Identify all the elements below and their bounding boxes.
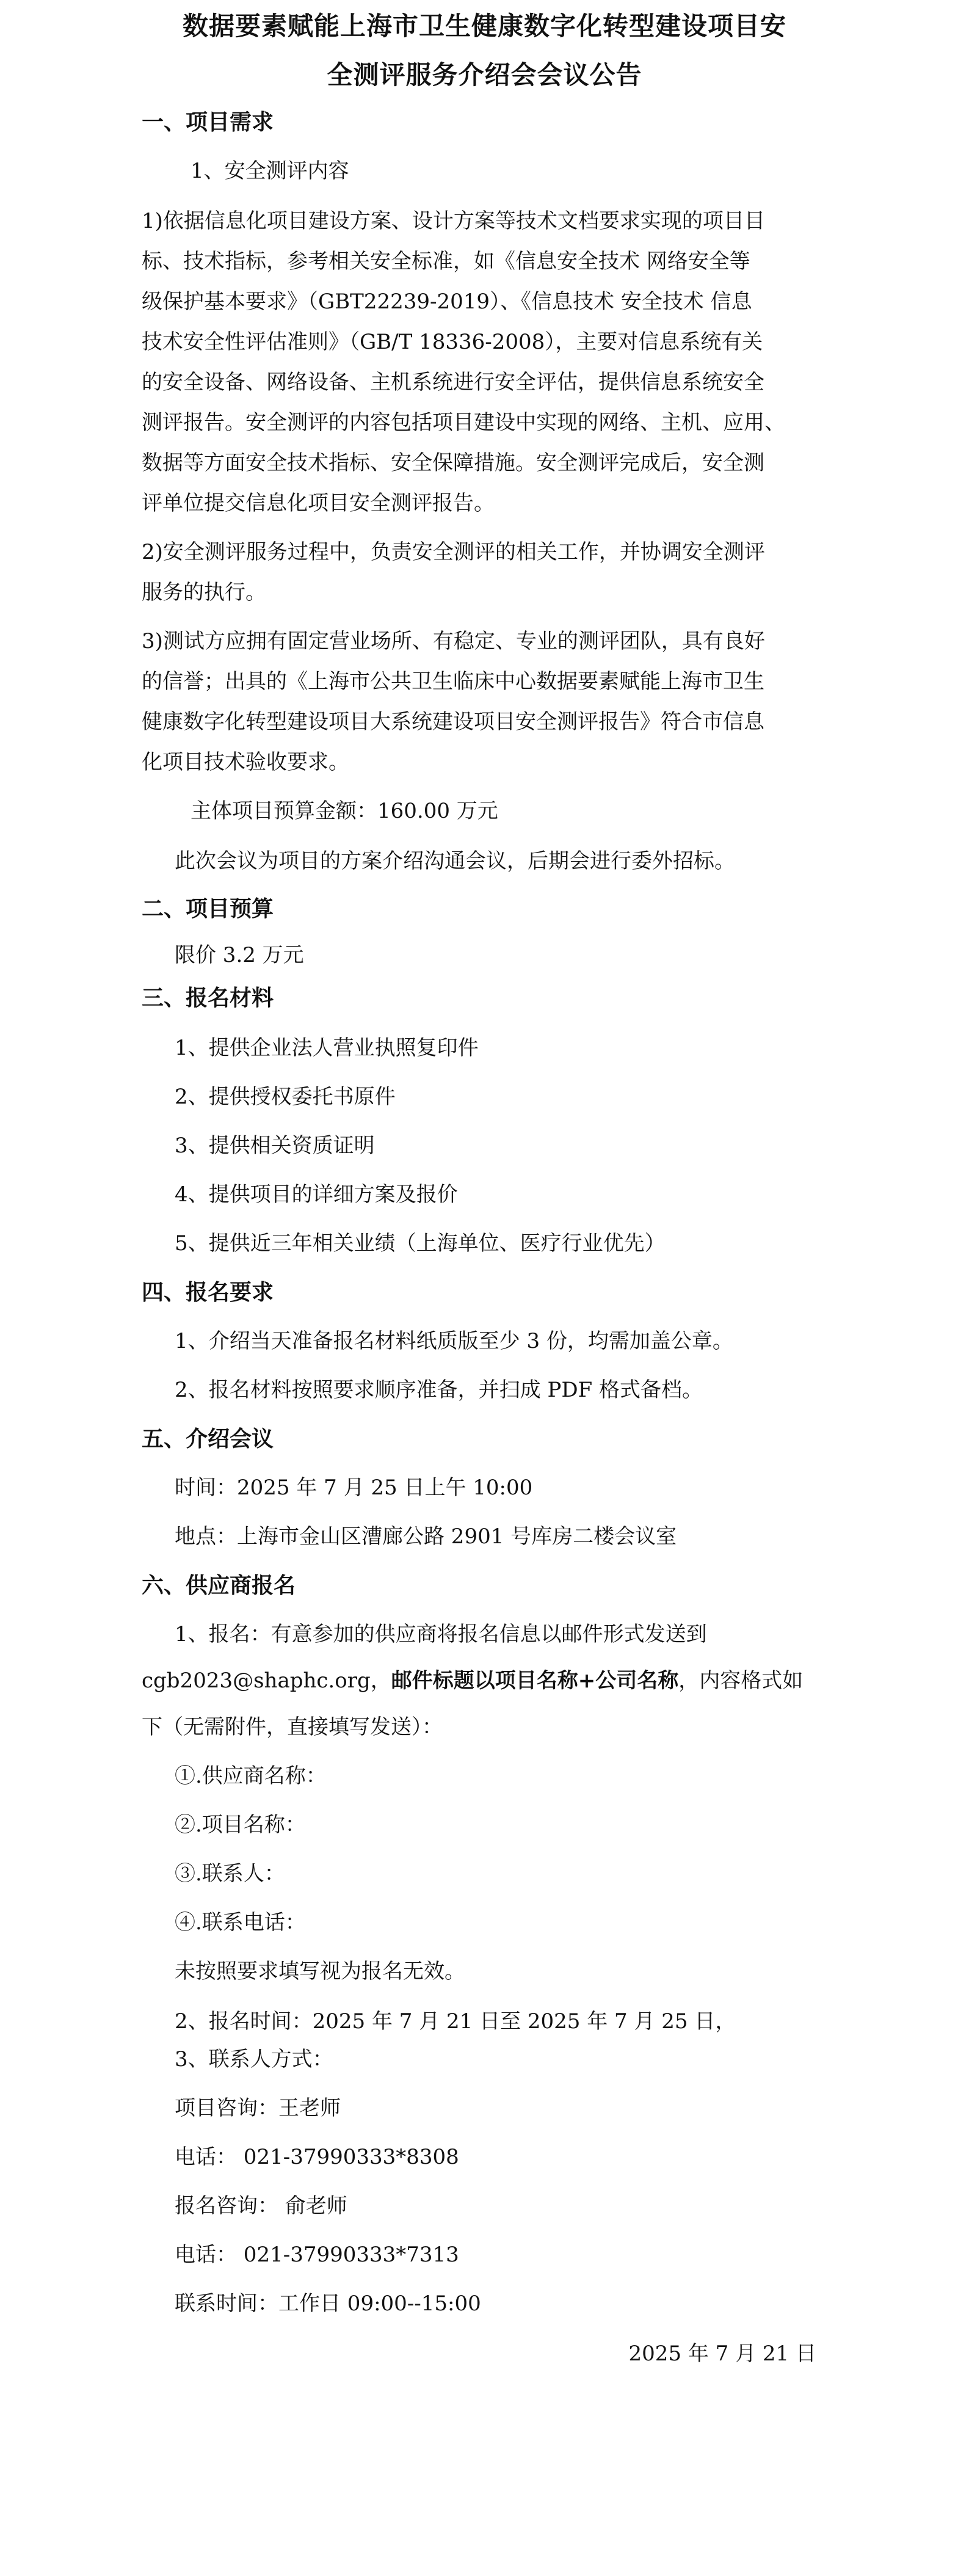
invalid-note: 未按照要求填写视为报名无效。 bbox=[175, 1959, 465, 1984]
section-1-heading: 一、项目需求 bbox=[142, 109, 274, 135]
field-supplier-name: ①.供应商名称： bbox=[175, 1764, 327, 1788]
section-2-heading: 二、项目预算 bbox=[142, 896, 274, 922]
registration-period: 2、报名时间：2025 年 7 月 21 日至 2025 年 7 月 25 日， bbox=[175, 2009, 736, 2034]
price-limit: 限价 3.2 万元 bbox=[175, 943, 304, 967]
paragraph-3-line: 健康数字化转型建设项目大系统建设项目安全测评报告》符合市信息 bbox=[142, 710, 764, 734]
registration-consultation-phone: 电话： 021-37990333*7313 bbox=[175, 2243, 459, 2267]
field-contact-phone: ④.联系电话： bbox=[175, 1910, 306, 1935]
section-3-heading: 三、报名材料 bbox=[142, 985, 274, 1011]
contact-method-title: 3、联系人方式： bbox=[175, 2047, 333, 2072]
budget-amount: 主体项目预算金额：160.00 万元 bbox=[191, 799, 498, 823]
paragraph-1-line: 标、技术指标，参考相关安全标准，如《信息安全技术 网络安全等 bbox=[142, 249, 750, 274]
paragraph-2-line: 服务的执行。 bbox=[142, 580, 266, 605]
registration-email-line bbox=[142, 1664, 803, 1694]
registration-consultation: 报名咨询： 俞老师 bbox=[175, 2194, 347, 2218]
registration-tail: ，内容格式如 bbox=[678, 1668, 804, 1693]
registration-subject-rule: 邮件标题以项目名称+公司名称 bbox=[391, 1668, 679, 1693]
paragraph-1-line: 数据等方面安全技术指标、安全保障措施。安全测评完成后，安全测 bbox=[142, 451, 764, 475]
paragraph-2-line: 2)安全测评服务过程中，负责安全测评的相关工作，并协调安全测评 bbox=[142, 540, 765, 564]
project-consultation: 项目咨询：王老师 bbox=[175, 2096, 341, 2120]
registration-email[interactable]: cgb2023@shaphc.org， bbox=[142, 1668, 391, 1693]
section-5-heading: 五、介绍会议 bbox=[142, 1426, 274, 1452]
meeting-time: 时间：2025 年 7 月 25 日上午 10:00 bbox=[175, 1475, 533, 1500]
paragraph-1-line: 评单位提交信息化项目安全测评报告。 bbox=[142, 491, 495, 515]
contact-hours: 联系时间：工作日 09:00--15:00 bbox=[175, 2291, 481, 2316]
section-6-heading: 六、供应商报名 bbox=[142, 1573, 296, 1598]
requirement-item: 1、介绍当天准备报名材料纸质版至少 3 份，均需加盖公章。 bbox=[175, 1329, 733, 1353]
field-project-name: ②.项目名称： bbox=[175, 1813, 306, 1837]
registration-line: 1、报名：有意参加的供应商将报名信息以邮件形式发送到 bbox=[175, 1622, 707, 1646]
field-contact-person: ③.联系人： bbox=[175, 1861, 285, 1886]
material-item: 5、提供近三年相关业绩（上海单位、医疗行业优先） bbox=[175, 1231, 666, 1256]
title-line-2: 全测评服务介绍会会议公告 bbox=[327, 60, 642, 90]
paragraph-1-line: 1)依据信息化项目建设方案、设计方案等技术文档要求实现的项目目 bbox=[142, 209, 765, 233]
section-4-heading: 四、报名要求 bbox=[142, 1279, 274, 1305]
registration-format-line: 下（无需附件，直接填写发送）： bbox=[142, 1715, 443, 1739]
paragraph-1-line: 级保护基本要求》（GBT22239-2019）、《信息技术 安全技术 信息 bbox=[142, 289, 752, 314]
meeting-place: 地点：上海市金山区漕廊公路 2901 号库房二楼会议室 bbox=[175, 1524, 677, 1549]
project-consultation-phone: 电话： 021-37990333*8308 bbox=[175, 2145, 459, 2169]
paragraph-3-line: 化项目技术验收要求。 bbox=[142, 750, 349, 774]
section-1-subheading: 1、安全测评内容 bbox=[191, 159, 349, 183]
paragraph-3-line: 的信誉；出具的《上海市公共卫生临床中心数据要素赋能上海市卫生 bbox=[142, 669, 764, 694]
paragraph-1-line: 测评报告。安全测评的内容包括项目建设中实现的网络、主机、应用、 bbox=[142, 410, 785, 435]
paragraph-1-line: 的安全设备、网络设备、主机系统进行安全评估，提供信息系统安全 bbox=[142, 370, 764, 395]
material-item: 3、提供相关资质证明 bbox=[175, 1133, 375, 1158]
material-item: 2、提供授权委托书原件 bbox=[175, 1085, 396, 1109]
paragraph-1-line: 技术安全性评估准则》（GB/T 18336-2008），主要对信息系统有关 bbox=[142, 330, 763, 354]
meeting-note: 此次会议为项目的方案介绍沟通会议，后期会进行委外招标。 bbox=[175, 849, 735, 873]
material-item: 4、提供项目的详细方案及报价 bbox=[175, 1182, 458, 1207]
announcement-date: 2025 年 7 月 21 日 bbox=[628, 2341, 816, 2366]
requirement-item: 2、报名材料按照要求顺序准备，并扫成 PDF 格式备档。 bbox=[175, 1378, 703, 1402]
material-item: 1、提供企业法人营业执照复印件 bbox=[175, 1036, 479, 1060]
title-line-1: 数据要素赋能上海市卫生健康数字化转型建设项目安 bbox=[182, 11, 786, 41]
paragraph-3-line: 3)测试方应拥有固定营业场所、有稳定、专业的测评团队，具有良好 bbox=[142, 629, 765, 653]
